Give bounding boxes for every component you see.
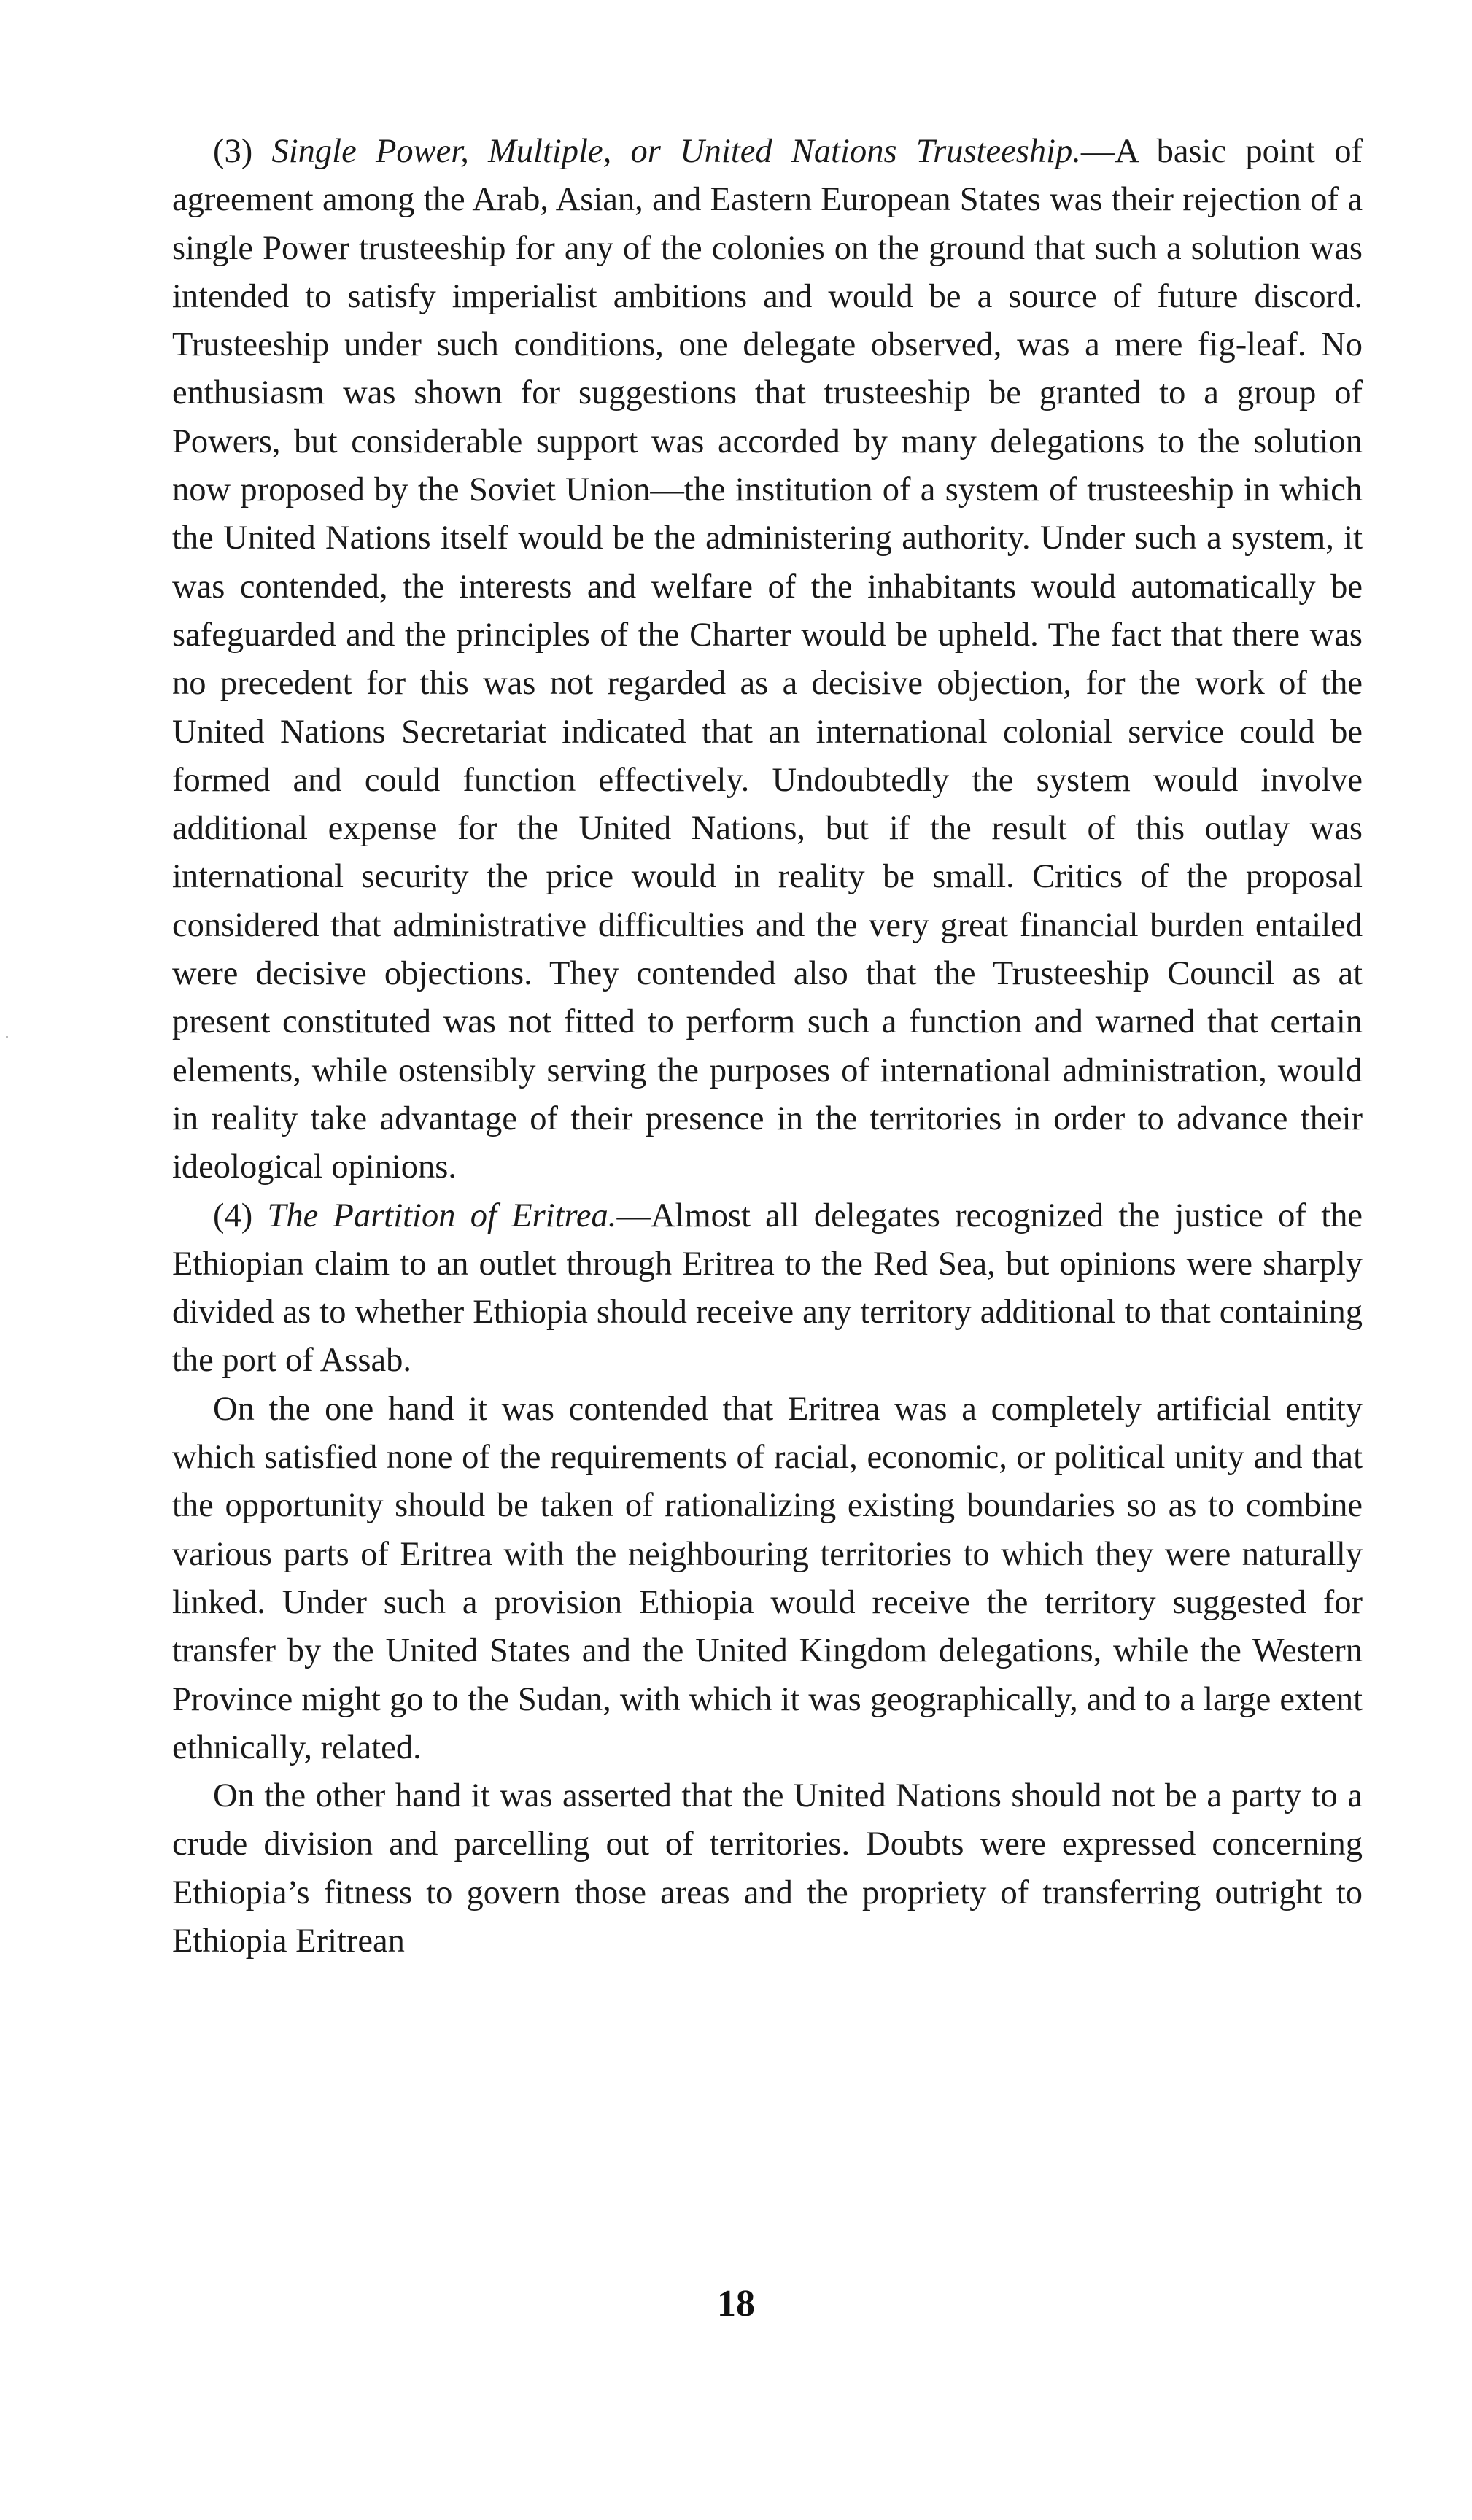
paragraph-body: —A basic point of agreement among the Arab, Asian, and Eastern European States was their rejection of a single Power trusteeship for any of the colonies on the ground that such a solution was intended to satisfy imperialist ambitions and would be a source of future discord. Trusteeship under such conditions, one delegate observed, was a mere fig-leaf. No enthusiasm was shown for suggestions that trusteeship be granted to a group of Powers, but considerable support was accorded by many delegations to the solution now proposed by the Soviet Union—the institution of a system of trusteeship in which the United Nations itself would be the administering authority. Under such a system, it was contended, the interests and welfare of the inhabitants would automatically be safeguarded and the principles of the Charter would be upheld. The fact that there was no precedent for this was not regarded as a decisive objection, for the work of the United Nations Secretariat indicated that an international colonial service could be formed and could function effectively. Undoubtedly the system would involve additional expense for the United Nations, but if the result of this outlay was international security the price would in reality be small. Critics of the proposal considered that administrative difficulties and the very great financial burden entailed were decisive objections. They contended also that the Trusteeship Council as at present constituted was not fitted to perform such a function and warned that certain elements, while ostensibly serving the purposes of international administration, would in reality take advantage of their presence in the territories in order to advance their ideological opinions. [172, 133, 1363, 1186]
paragraph-other-hand [172, 1772, 1363, 1966]
paragraph-trusteeship [172, 128, 1363, 1192]
page-number: 18 [717, 2283, 755, 2324]
document-page [172, 128, 1363, 2389]
paragraph-body: —Almost all delegates recognized the justice of the Ethiopian claim to an outlet through Eritrea to the Red Sea, but opinions were sharply divided as to whether Ethiopia should receive any territory additional to that containing the port of Assab. [172, 1197, 1363, 1380]
section-number: (3) [213, 133, 253, 170]
margin-speck [6, 1036, 8, 1038]
section-number: (4) [213, 1197, 253, 1234]
section-heading: The Partition of Eritrea. [267, 1197, 617, 1234]
section-heading: Single Power, Multiple, or United Nations Trusteeship. [271, 133, 1081, 170]
paragraph-body: On the other hand it was asserted that the United Nations should not be a party to a crude division and parcelling out of territories. Doubts were expressed concerning Ethiopia’s fitness to govern those areas and the propriety of transferring outright to Ethiopia Eritrean [172, 1777, 1363, 1960]
paragraph-one-hand [172, 1385, 1363, 1772]
paragraph-body: On the one hand it was contended that Eritrea was a completely artificial entity which satisfied none of the requirements of racial, economic, or political unity and that the opportunity should be taken of rationalizing existing boundaries so as to combine various parts of Eritrea with the neighbouring territories to which they were naturally linked. Under such a provision Ethiopia would receive the territory suggested for transfer by the United States and the United Kingdom delegations, while the Western Province might go to the Sudan, with which it was geographically, and to a large extent ethnically, related. [172, 1390, 1363, 1766]
paragraph-partition [172, 1192, 1363, 1385]
